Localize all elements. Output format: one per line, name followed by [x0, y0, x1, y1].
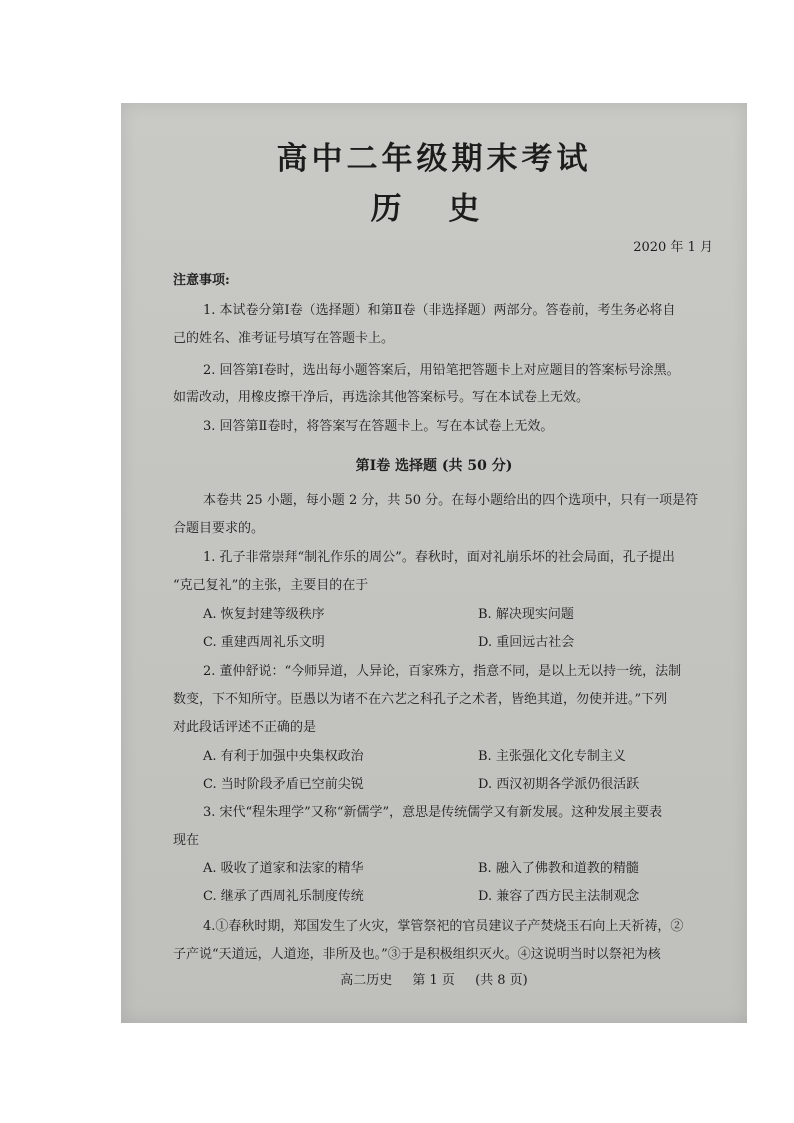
q1-option-a: A. 恢复封建等级秩序	[203, 607, 325, 622]
q3-option-b: B. 融入了佛教和道教的精髓	[478, 861, 639, 876]
section-title: 第Ⅰ卷 选择题 (共 50 分)	[355, 458, 513, 474]
q1-option-b: B. 解决现实问题	[478, 607, 574, 622]
page-footer	[121, 969, 747, 988]
q2-option-c: C. 当时阶段矛盾已空前尖锐	[203, 777, 364, 792]
footer-subject: 高二历史	[340, 973, 393, 988]
q3-option-c: C. 继承了西周礼乐制度传统	[203, 889, 364, 904]
exam-date: 2020 年 1 月	[633, 240, 713, 255]
q1-stem-a: 1. 孔子非常崇拜“制礼作乐的周公”。春秋时，面对礼崩乐坏的社会局面，孔子提出	[203, 550, 675, 565]
q4-stem-a: 4.①春秋时期，郑国发生了火灾，掌管祭祀的官员建议子产焚烧玉石向上天祈祷，②	[203, 919, 684, 934]
q3-stem-a: 3. 宋代“程朱理学”又称“新儒学”，意思是传统儒学又有新发展。这种发展主要表	[203, 805, 663, 820]
notice-line-2a: 2. 回答第Ⅰ卷时，选出每小题答案后，用铅笔把答题卡上对应题目的答案标号涂黑。	[203, 363, 680, 378]
q4-stem-b: 子产说“天道远，人道迩，非所及也。”③于是积极组织灭火。④这说明当时以祭祀为核	[173, 947, 661, 962]
q3-option-a: A. 吸收了道家和法家的精华	[203, 861, 364, 876]
notice-line-2b: 如需改动，用橡皮擦干净后，再选涂其他答案标号。写在本试卷上无效。	[173, 390, 590, 405]
q3-stem-b: 现在	[173, 833, 200, 848]
q2-stem-a: 2. 董仲舒说：“今师异道，人异论，百家殊方，指意不同，是以上无以持一统，法制	[203, 664, 682, 679]
q1-option-d: D. 重回远古社会	[478, 635, 575, 650]
section-intro-b: 合题目要求的。	[173, 521, 265, 536]
q2-option-b: B. 主张强化文化专制主义	[478, 749, 626, 764]
q3-option-d: D. 兼容了西方民主法制观念	[478, 889, 640, 904]
notice-line-3: 3. 回答第Ⅱ卷时，将答案写在答题卡上。写在本试卷上无效。	[203, 419, 554, 434]
footer-page-number: 第 1 页	[412, 973, 455, 988]
q2-option-d: D. 西汉初期各学派仍很活跃	[478, 777, 640, 792]
q2-stem-b: 数变，下不知所守。臣愚以为诸不在六艺之科孔子之术者，皆绝其道，勿使并进。”下列	[173, 692, 668, 707]
q2-stem-c: 对此段话评述不正确的是	[173, 720, 317, 735]
q1-option-c: C. 重建西周礼乐文明	[203, 635, 325, 650]
q2-option-a: A. 有利于加强中央集权政治	[203, 749, 364, 764]
exam-paper	[121, 103, 747, 1023]
notice-line-1b: 己的姓名、准考证号填写在答题卡上。	[173, 331, 395, 346]
footer-total-pages: (共 8 页)	[475, 973, 528, 988]
notice-heading: 注意事项:	[173, 273, 230, 288]
exam-subject: 历 史	[370, 191, 498, 227]
notice-line-1a: 1. 本试卷分第Ⅰ卷（选择题）和第Ⅱ卷（非选择题）两部分。答卷前，考生务必将自	[203, 303, 676, 318]
section-intro-a: 本卷共 25 小题，每小题 2 分，共 50 分。在每小题给出的四个选项中，只有一项是符	[203, 493, 699, 508]
q1-stem-b: “克己复礼”的主张，主要目的在于	[173, 578, 369, 593]
exam-title: 高中二年级期末考试	[276, 141, 592, 177]
